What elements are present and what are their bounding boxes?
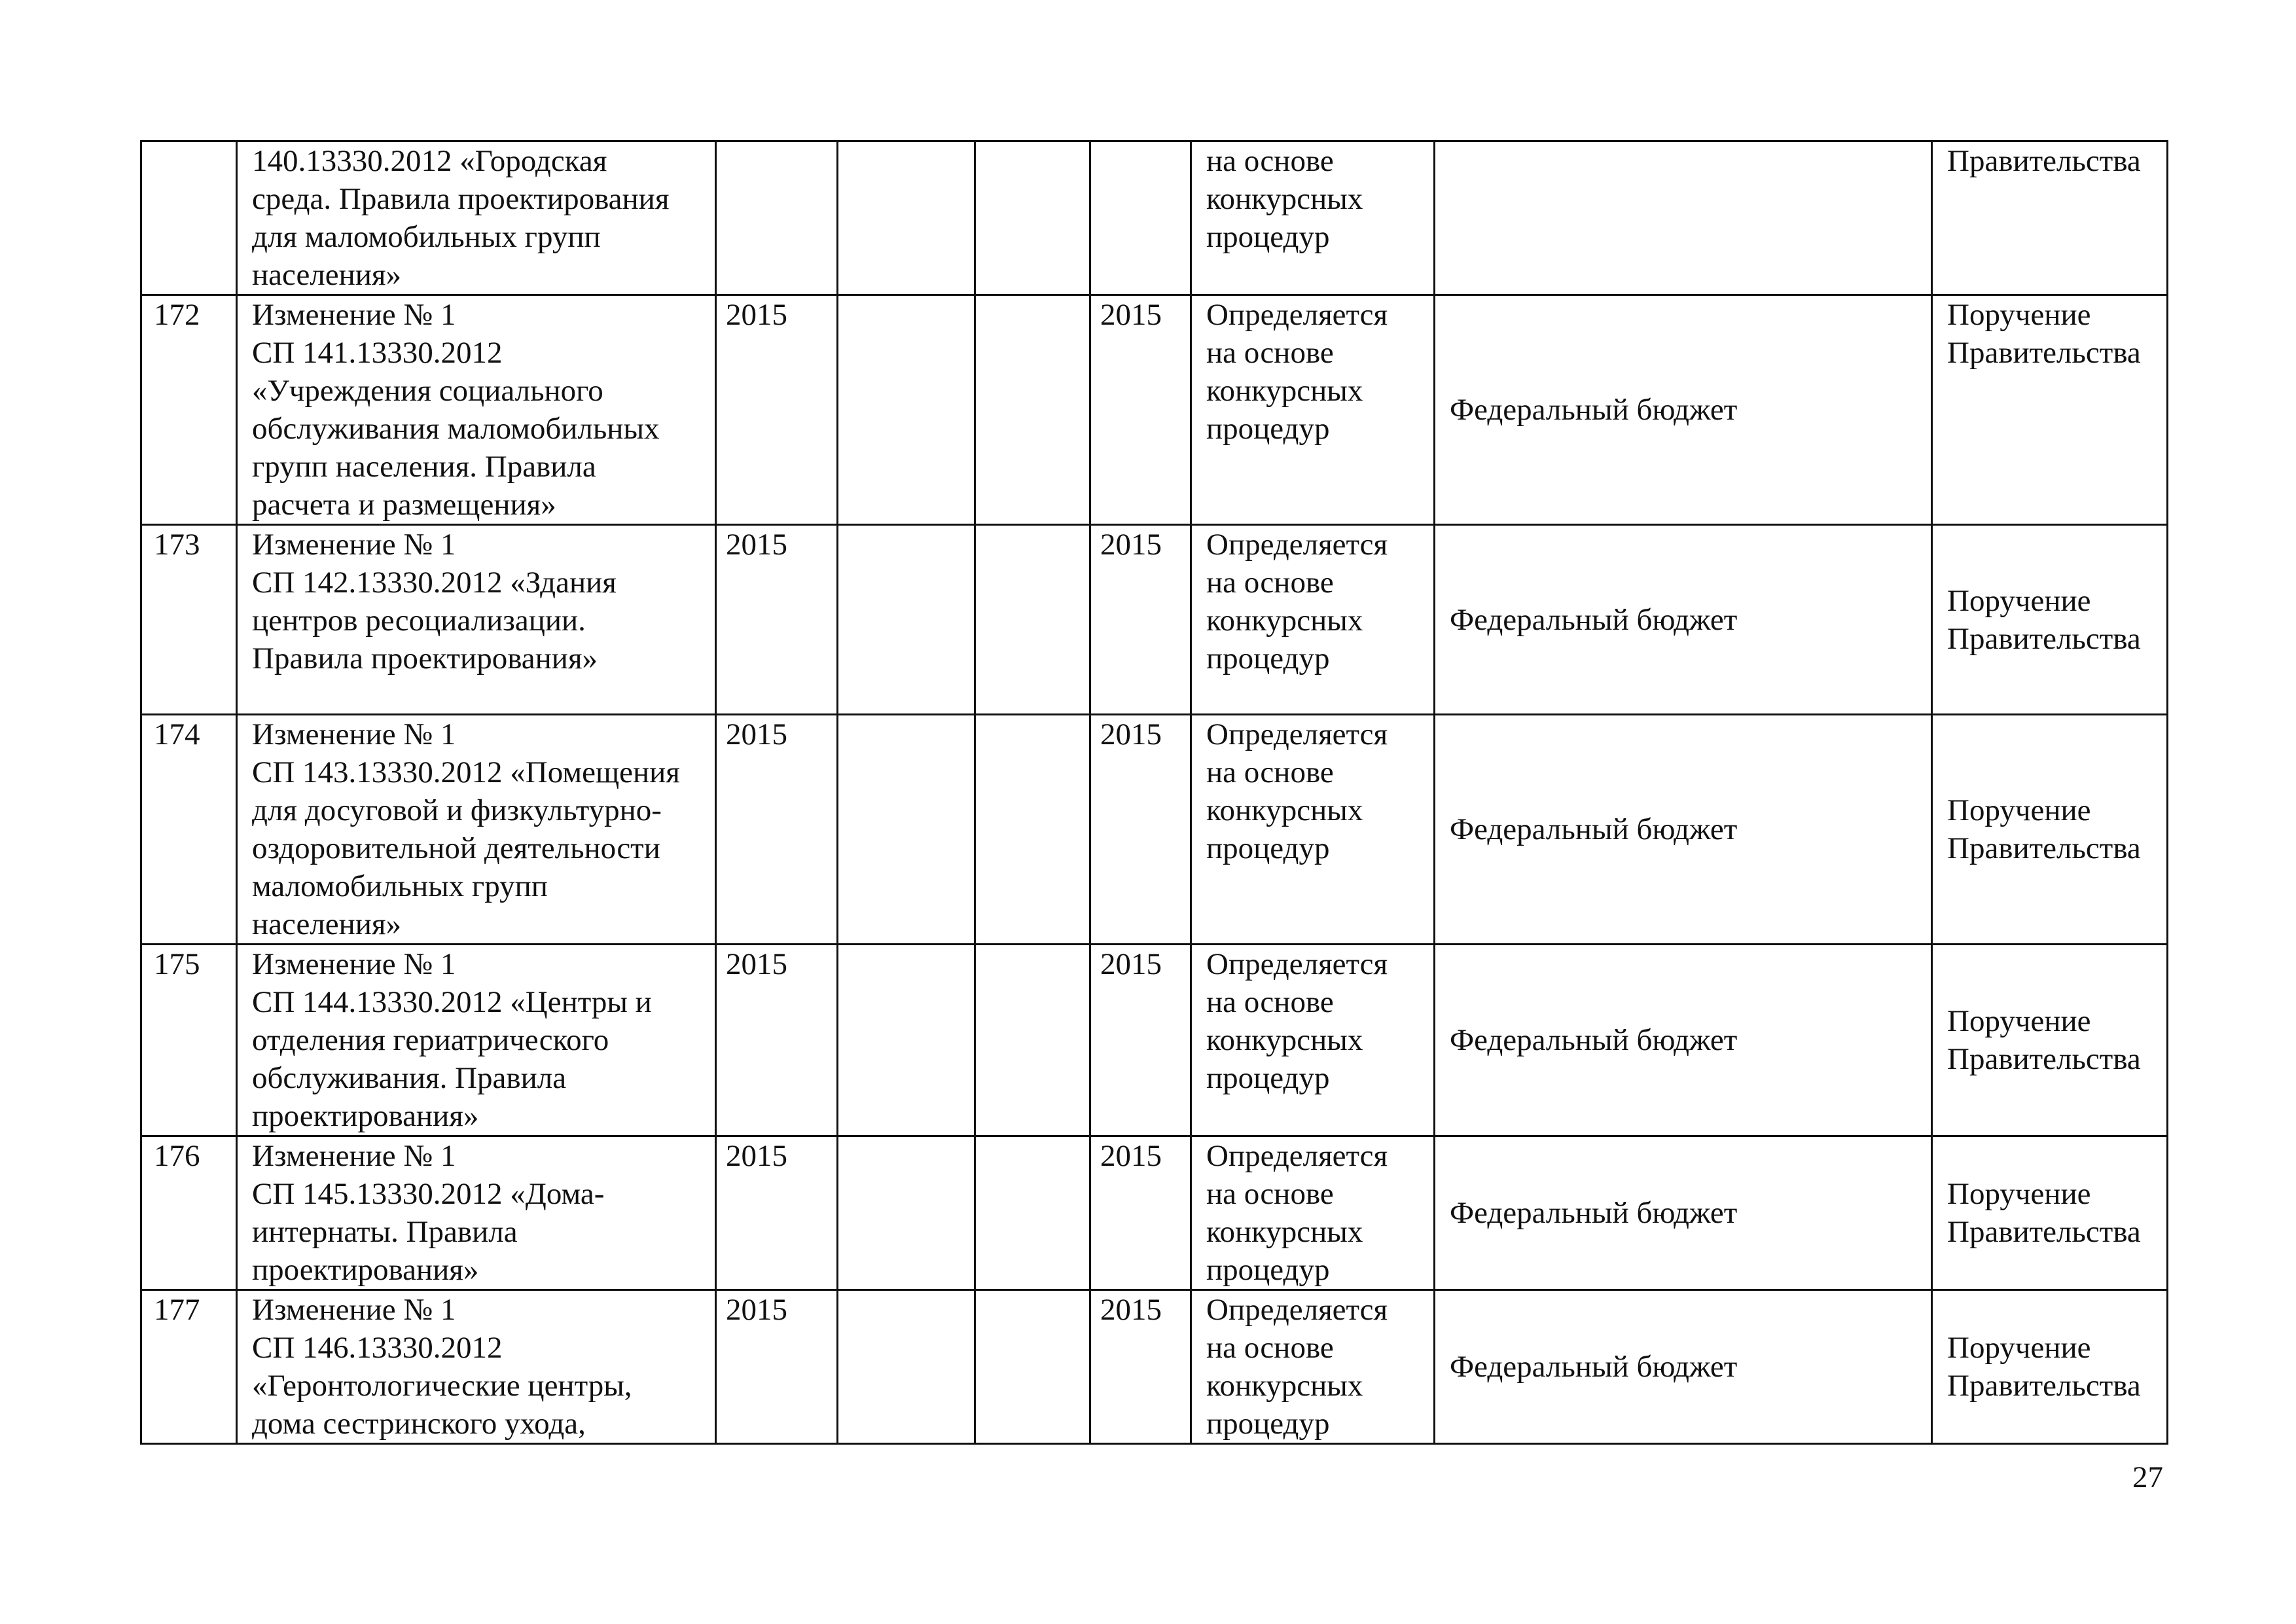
cost-line: Определяется bbox=[1206, 1293, 1388, 1327]
cost-cell bbox=[1191, 525, 1435, 715]
funding-source-cell: Федеральный бюджет bbox=[1435, 715, 1932, 945]
end-year-cell bbox=[1090, 141, 1191, 295]
cost-cell bbox=[1191, 141, 1435, 295]
basis-cell bbox=[1932, 1290, 2168, 1444]
title-line: Изменение № 1 bbox=[252, 528, 456, 562]
row-number-cell: 177 bbox=[141, 1290, 237, 1444]
basis-cell bbox=[1932, 945, 2168, 1136]
basis-line: Правительства bbox=[1947, 144, 2141, 178]
title-line: СП 143.13330.2012 «Помещения bbox=[252, 755, 680, 789]
cost-line: процедур bbox=[1206, 1407, 1330, 1441]
title-line: среда. Правила проектирования bbox=[252, 182, 670, 216]
empty-cell bbox=[838, 141, 975, 295]
title-line: Правила проектирования» bbox=[252, 641, 598, 676]
funding-source-cell: Федеральный бюджет bbox=[1435, 945, 1932, 1136]
document-title-cell bbox=[237, 945, 716, 1136]
title-line: отделения гериатрического bbox=[252, 1023, 609, 1057]
cost-cell bbox=[1191, 715, 1435, 945]
cost-line: процедур bbox=[1206, 1253, 1330, 1287]
basis-line: Правительства bbox=[1947, 1369, 2141, 1403]
title-line: Изменение № 1 bbox=[252, 717, 456, 751]
empty-cell bbox=[838, 1290, 975, 1444]
table-row bbox=[141, 1290, 2168, 1444]
cost-cell bbox=[1191, 295, 1435, 525]
start-year-cell: 2015 bbox=[716, 295, 838, 525]
title-line: для маломобильных групп bbox=[252, 220, 601, 254]
row-number-cell: 175 bbox=[141, 945, 237, 1136]
start-year-cell: 2015 bbox=[716, 1290, 838, 1444]
cost-line: процедур bbox=[1206, 412, 1330, 446]
title-line: центров ресоциализации. bbox=[252, 604, 586, 638]
cost-line: процедур bbox=[1206, 831, 1330, 865]
title-line: СП 142.13330.2012 «Здания bbox=[252, 566, 617, 600]
document-title-cell bbox=[237, 715, 716, 945]
title-line: проектирования» bbox=[252, 1253, 479, 1287]
cost-line: на основе bbox=[1206, 336, 1334, 370]
cost-line: Определяется bbox=[1206, 1139, 1388, 1173]
cost-line: конкурсных bbox=[1206, 604, 1363, 638]
cost-line: на основе bbox=[1206, 1331, 1334, 1365]
title-line: СП 144.13330.2012 «Центры и bbox=[252, 985, 652, 1019]
end-year-cell: 2015 bbox=[1090, 525, 1191, 715]
title-line: маломобильных групп bbox=[252, 869, 548, 903]
basis-line: Поручение bbox=[1947, 1177, 2091, 1211]
cost-line: процедур bbox=[1206, 1061, 1330, 1095]
cost-line: конкурсных bbox=[1206, 793, 1363, 827]
basis-cell bbox=[1932, 525, 2168, 715]
basis-line: Поручение bbox=[1947, 1004, 2091, 1038]
basis-line: Поручение bbox=[1947, 583, 2091, 618]
cost-line: Определяется bbox=[1206, 298, 1388, 332]
empty-cell bbox=[975, 945, 1090, 1136]
title-line: для досуговой и физкультурно- bbox=[252, 793, 662, 827]
row-number-cell bbox=[141, 141, 237, 295]
table-row bbox=[141, 1136, 2168, 1290]
end-year-cell: 2015 bbox=[1090, 1290, 1191, 1444]
title-line: Изменение № 1 bbox=[252, 298, 456, 332]
cost-cell bbox=[1191, 1136, 1435, 1290]
cost-line: на основе bbox=[1206, 755, 1334, 789]
title-line: Изменение № 1 bbox=[252, 1293, 456, 1327]
document-title-cell bbox=[237, 295, 716, 525]
title-line: дома сестринского ухода, bbox=[252, 1407, 586, 1441]
title-line: СП 146.13330.2012 bbox=[252, 1331, 503, 1365]
cost-line: конкурсных bbox=[1206, 1215, 1363, 1249]
table-row bbox=[141, 525, 2168, 715]
title-line: населения» bbox=[252, 907, 402, 941]
basis-line: Правительства bbox=[1947, 1042, 2141, 1076]
row-number-cell: 173 bbox=[141, 525, 237, 715]
cost-line: на основе bbox=[1206, 985, 1334, 1019]
cost-line: Определяется bbox=[1206, 528, 1388, 562]
cost-cell bbox=[1191, 945, 1435, 1136]
empty-cell bbox=[975, 525, 1090, 715]
title-line: «Геронтологические центры, bbox=[252, 1369, 632, 1403]
title-line: обслуживания маломобильных bbox=[252, 412, 660, 446]
cost-line: на основе bbox=[1206, 144, 1334, 178]
basis-line: Правительства bbox=[1947, 831, 2141, 865]
funding-source-cell: Федеральный бюджет bbox=[1435, 525, 1932, 715]
title-line: Изменение № 1 bbox=[252, 947, 456, 981]
cost-cell bbox=[1191, 1290, 1435, 1444]
empty-cell bbox=[838, 945, 975, 1136]
row-number-cell: 174 bbox=[141, 715, 237, 945]
title-line: обслуживания. Правила bbox=[252, 1061, 567, 1095]
basis-cell bbox=[1932, 1136, 2168, 1290]
basis-cell bbox=[1932, 141, 2168, 295]
row-number-cell: 176 bbox=[141, 1136, 237, 1290]
cost-line: на основе bbox=[1206, 566, 1334, 600]
plan-table bbox=[140, 140, 2168, 1445]
page-number: 27 bbox=[2132, 1460, 2163, 1494]
end-year-cell: 2015 bbox=[1090, 945, 1191, 1136]
title-line: «Учреждения социального bbox=[252, 374, 603, 408]
basis-line: Поручение bbox=[1947, 298, 2091, 332]
cost-line: на основе bbox=[1206, 1177, 1334, 1211]
cost-line: конкурсных bbox=[1206, 374, 1363, 408]
title-line: СП 141.13330.2012 bbox=[252, 336, 503, 370]
funding-source-cell: Федеральный бюджет bbox=[1435, 1136, 1932, 1290]
title-line: населения» bbox=[252, 258, 402, 292]
basis-line: Поручение bbox=[1947, 793, 2091, 827]
row-number-cell: 172 bbox=[141, 295, 237, 525]
table-row bbox=[141, 295, 2168, 525]
empty-cell bbox=[838, 295, 975, 525]
title-line: расчета и размещения» bbox=[252, 488, 556, 522]
cost-line: конкурсных bbox=[1206, 182, 1363, 216]
empty-cell bbox=[975, 1136, 1090, 1290]
start-year-cell: 2015 bbox=[716, 945, 838, 1136]
end-year-cell: 2015 bbox=[1090, 715, 1191, 945]
empty-cell bbox=[838, 1136, 975, 1290]
empty-cell bbox=[838, 715, 975, 945]
basis-line: Поручение bbox=[1947, 1331, 2091, 1365]
document-title-cell bbox=[237, 141, 716, 295]
table-row bbox=[141, 715, 2168, 945]
title-line: 140.13330.2012 «Городская bbox=[252, 144, 607, 178]
empty-cell bbox=[975, 715, 1090, 945]
cost-line: процедур bbox=[1206, 641, 1330, 676]
empty-cell bbox=[975, 295, 1090, 525]
table-row bbox=[141, 945, 2168, 1136]
empty-cell bbox=[975, 141, 1090, 295]
funding-source-cell: Федеральный бюджет bbox=[1435, 1290, 1932, 1444]
cost-line: конкурсных bbox=[1206, 1023, 1363, 1057]
start-year-cell: 2015 bbox=[716, 1136, 838, 1290]
title-line: групп населения. Правила bbox=[252, 450, 596, 484]
cost-line: процедур bbox=[1206, 220, 1330, 254]
table-row bbox=[141, 141, 2168, 295]
empty-cell bbox=[838, 525, 975, 715]
funding-source-cell: Федеральный бюджет bbox=[1435, 295, 1932, 525]
empty-cell bbox=[975, 1290, 1090, 1444]
cost-line: Определяется bbox=[1206, 717, 1388, 751]
cost-line: Определяется bbox=[1206, 947, 1388, 981]
cost-line: конкурсных bbox=[1206, 1369, 1363, 1403]
funding-source-cell bbox=[1435, 141, 1932, 295]
basis-line: Правительства bbox=[1947, 336, 2141, 370]
title-line: интернаты. Правила bbox=[252, 1215, 518, 1249]
title-line: оздоровительной деятельности bbox=[252, 831, 660, 865]
basis-cell bbox=[1932, 715, 2168, 945]
start-year-cell bbox=[716, 141, 838, 295]
document-title-cell bbox=[237, 525, 716, 715]
basis-cell bbox=[1932, 295, 2168, 525]
end-year-cell: 2015 bbox=[1090, 295, 1191, 525]
basis-line: Правительства bbox=[1947, 621, 2141, 656]
end-year-cell: 2015 bbox=[1090, 1136, 1191, 1290]
start-year-cell: 2015 bbox=[716, 525, 838, 715]
title-line: Изменение № 1 bbox=[252, 1139, 456, 1173]
document-title-cell bbox=[237, 1290, 716, 1444]
title-line: проектирования» bbox=[252, 1099, 479, 1133]
title-line: СП 145.13330.2012 «Дома- bbox=[252, 1177, 605, 1211]
start-year-cell: 2015 bbox=[716, 715, 838, 945]
document-title-cell bbox=[237, 1136, 716, 1290]
basis-line: Правительства bbox=[1947, 1215, 2141, 1249]
